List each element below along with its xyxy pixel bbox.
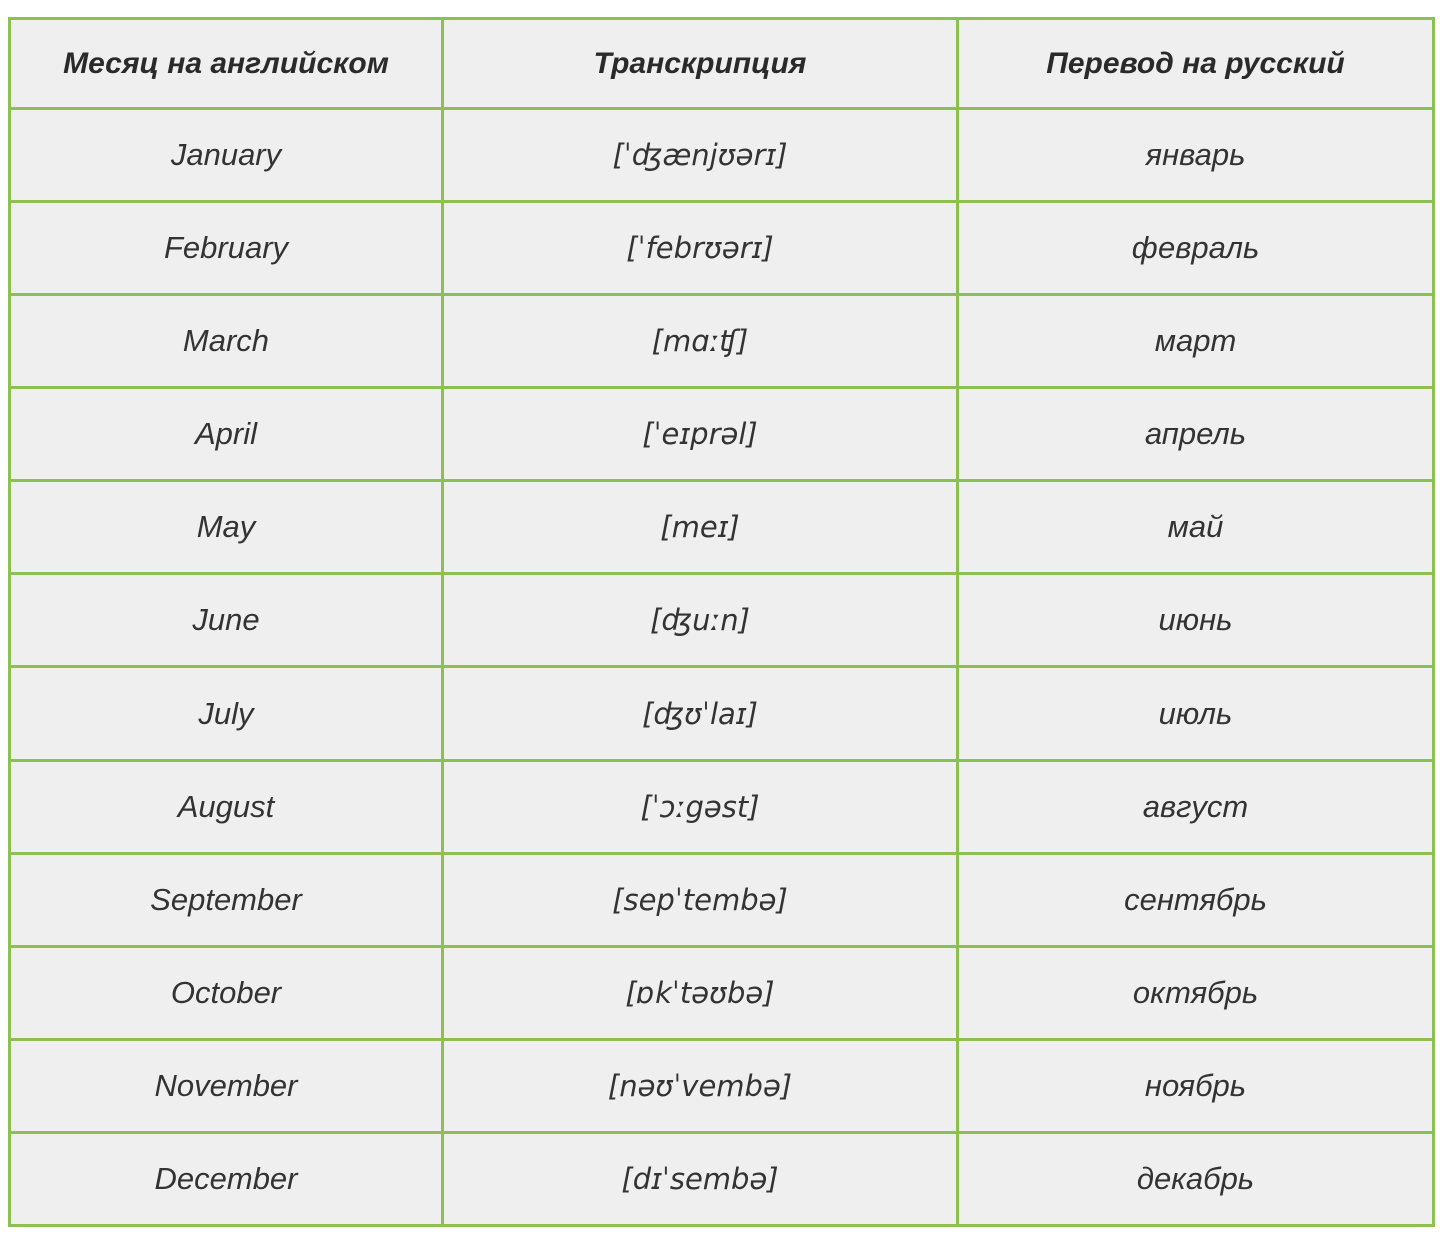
- table-row: [10, 481, 1434, 574]
- table-row: [10, 109, 1434, 202]
- transcription-cell: [mɑːʧ]: [443, 295, 958, 388]
- transcription-cell: [ˈɔːgəst]: [443, 760, 958, 853]
- transcription-cell: [dɪˈsembə]: [443, 1132, 958, 1225]
- header-month-english: Месяц на английском: [10, 19, 443, 109]
- translation-cell: август: [958, 760, 1434, 853]
- table-row: [10, 202, 1434, 295]
- month-cell: November: [10, 1039, 443, 1132]
- transcription-cell: [ʤuːn]: [443, 574, 958, 667]
- month-cell: January: [10, 109, 443, 202]
- transcription-cell: [sepˈtembə]: [443, 853, 958, 946]
- month-cell: June: [10, 574, 443, 667]
- translation-cell: декабрь: [958, 1132, 1434, 1225]
- month-cell: July: [10, 667, 443, 760]
- translation-cell: июль: [958, 667, 1434, 760]
- month-cell: September: [10, 853, 443, 946]
- month-cell: August: [10, 760, 443, 853]
- translation-cell: февраль: [958, 202, 1434, 295]
- month-cell: March: [10, 295, 443, 388]
- months-table: [8, 17, 1435, 1227]
- transcription-cell: [ʤʊˈlaɪ]: [443, 667, 958, 760]
- translation-cell: ноябрь: [958, 1039, 1434, 1132]
- translation-cell: октябрь: [958, 946, 1434, 1039]
- translation-cell: сентябрь: [958, 853, 1434, 946]
- month-cell: February: [10, 202, 443, 295]
- translation-cell: март: [958, 295, 1434, 388]
- translation-cell: июнь: [958, 574, 1434, 667]
- table-row: [10, 574, 1434, 667]
- table-row: [10, 946, 1434, 1039]
- table-row: [10, 853, 1434, 946]
- table-row: [10, 295, 1434, 388]
- translation-cell: апрель: [958, 388, 1434, 481]
- transcription-cell: [ˈfebrʊərɪ]: [443, 202, 958, 295]
- table-row: [10, 1039, 1434, 1132]
- header-russian-translation: Перевод на русский: [958, 19, 1434, 109]
- table-row: [10, 760, 1434, 853]
- month-cell: December: [10, 1132, 443, 1225]
- transcription-cell: [meɪ]: [443, 481, 958, 574]
- table-row: [10, 1132, 1434, 1225]
- table-header-row: [10, 19, 1434, 109]
- month-cell: May: [10, 481, 443, 574]
- transcription-cell: [ɒkˈtəʊbə]: [443, 946, 958, 1039]
- header-transcription: Транскрипция: [443, 19, 958, 109]
- month-cell: October: [10, 946, 443, 1039]
- transcription-cell: [ˈeɪprəl]: [443, 388, 958, 481]
- translation-cell: май: [958, 481, 1434, 574]
- translation-cell: январь: [958, 109, 1434, 202]
- table-row: [10, 667, 1434, 760]
- transcription-cell: [ˈʤænjʊərɪ]: [443, 109, 958, 202]
- table-row: [10, 388, 1434, 481]
- transcription-cell: [nəʊˈvembə]: [443, 1039, 958, 1132]
- month-cell: April: [10, 388, 443, 481]
